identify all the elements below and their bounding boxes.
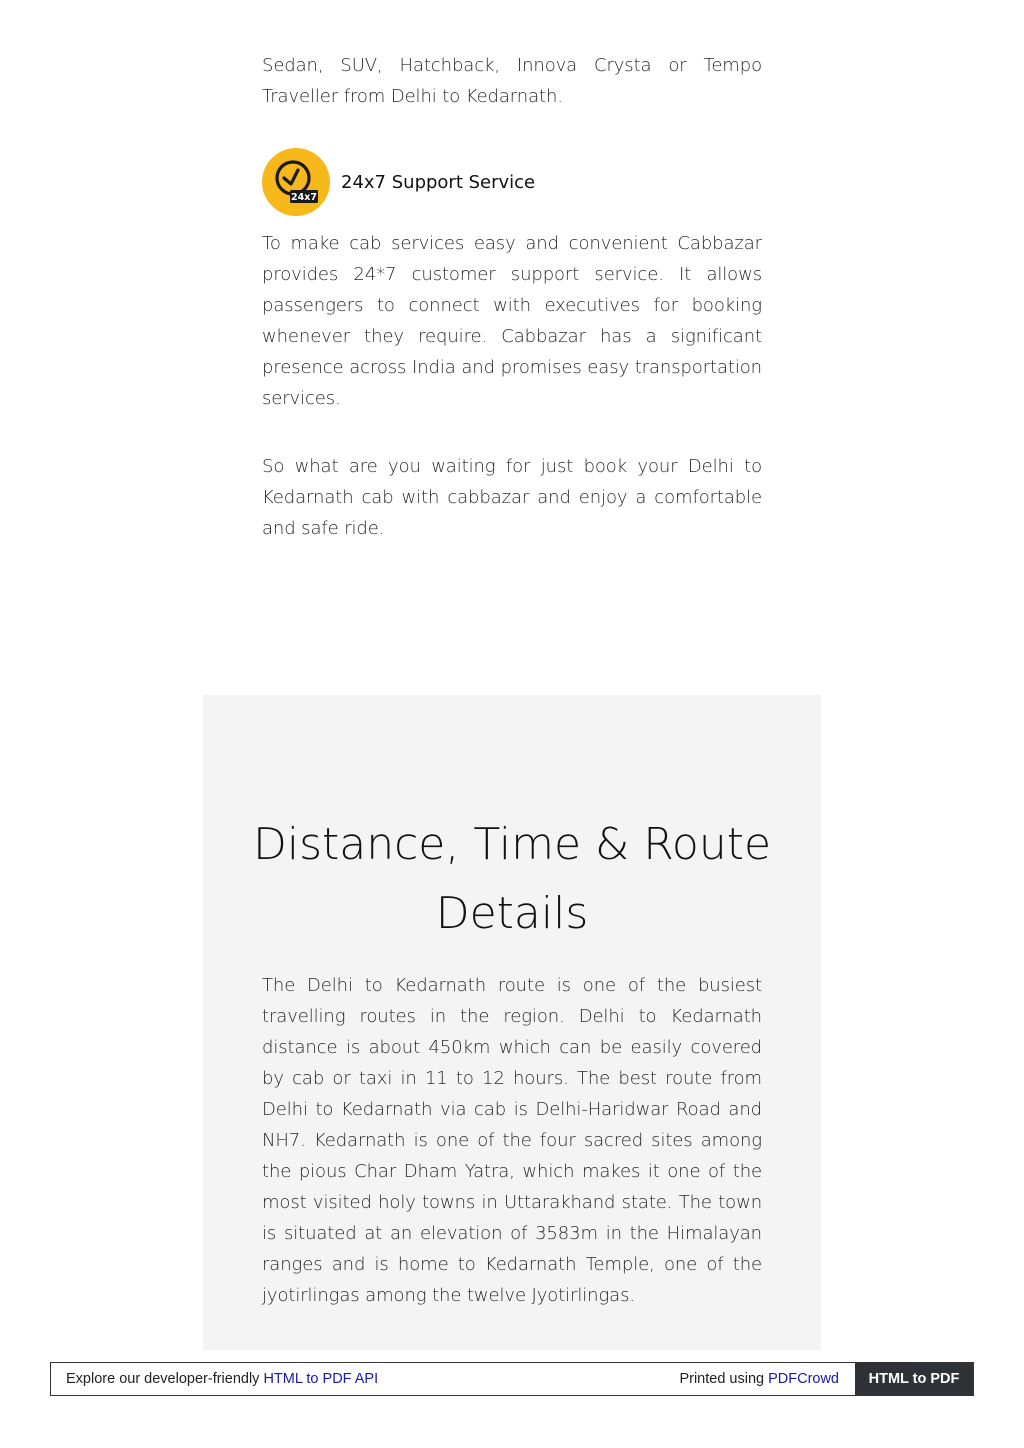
footer-explore bbox=[51, 1363, 679, 1395]
icon-24x7-text: 24x7 bbox=[291, 192, 317, 203]
cta-paragraph: So what are you waiting for just book your Delhi to Kedarnath cab with cabbazar and enjoy a comfortable and safe ride. bbox=[262, 456, 762, 539]
support-service-row bbox=[262, 148, 535, 216]
html-to-pdf-api-link[interactable]: HTML to PDF API bbox=[263, 1371, 379, 1387]
footer-explore-text: Explore our developer-friendly bbox=[66, 1371, 260, 1387]
route-paragraph: The Delhi to Kedarnath route is one of the busiest travelling routes in the region. Delhi to Kedarnath distance is about 450km which can be easily covered by cab or taxi in 11 to 12 hours. The best route from Delhi to Kedarnath via cab is Delhi-Haridwar Road and NH7. Kedarnath is one of the four sacred sites among the pious Char Dham Yatra, which makes it one of the most visited holy towns in Uttarakhand state. The town is situated at an elevation of 3583m in the Himalayan ranges and is home to Kedarnath Temple, one of the jyotirlingas among the twelve Jyotirlingas. bbox=[262, 975, 762, 1306]
support-paragraph: To make cab services easy and convenient Cabbazar provides 24*7 customer support service. It allows passengers to connect with executives for booking whenever they require. Cabbazar has a significant presence across India and promises easy transportation services. bbox=[262, 233, 762, 409]
footer-printed-text: Printed using bbox=[679, 1371, 765, 1387]
footer-printed bbox=[679, 1363, 855, 1395]
html-to-pdf-button[interactable]: HTML to PDF bbox=[855, 1363, 973, 1395]
clock-24x7-icon bbox=[262, 148, 330, 216]
support-service-label: 24x7 Support Service bbox=[341, 171, 536, 193]
route-section-title: Distance, Time & Route Details bbox=[252, 819, 772, 939]
pdfcrowd-link[interactable]: PDFCrowd bbox=[768, 1371, 839, 1387]
pdfcrowd-footer-bar bbox=[50, 1362, 974, 1396]
intro-paragraph: Sedan, SUV, Hatchback, Innova Crysta or Tempo Traveller from Delhi to Kedarnath. bbox=[262, 55, 762, 107]
